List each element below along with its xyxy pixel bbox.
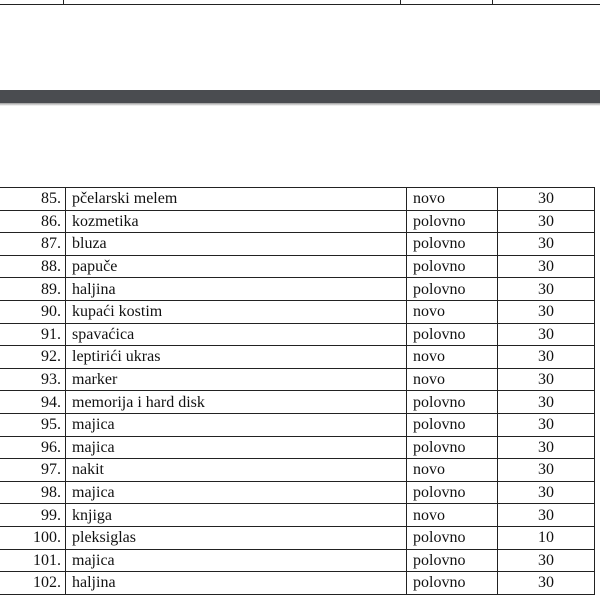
item-name: kozmetika: [66, 210, 407, 233]
row-number: 100.: [0, 526, 66, 549]
item-quantity: 30: [498, 572, 595, 595]
row-number: 88.: [0, 255, 66, 278]
item-name: memorija i hard disk: [66, 391, 407, 414]
item-name: marker: [66, 368, 407, 391]
items-table: [0, 187, 595, 595]
item-quantity: 30: [498, 459, 595, 482]
row-number: 86.: [0, 210, 66, 233]
row-number: 101.: [0, 549, 66, 572]
item-condition: polovno: [407, 526, 498, 549]
item-quantity: 30: [498, 346, 595, 369]
table-row: [0, 233, 595, 256]
row-number: 97.: [0, 459, 66, 482]
item-quantity: 30: [498, 391, 595, 414]
item-quantity: 30: [498, 549, 595, 572]
item-name: nakit: [66, 459, 407, 482]
table-row: [0, 459, 595, 482]
item-condition: polovno: [407, 413, 498, 436]
item-quantity: 30: [498, 210, 595, 233]
row-number: 89.: [0, 278, 66, 301]
table-row: [0, 323, 595, 346]
table-row: [0, 210, 595, 233]
row-number: 92.: [0, 346, 66, 369]
item-condition: polovno: [407, 436, 498, 459]
item-condition: polovno: [407, 572, 498, 595]
row-number: 85.: [0, 188, 66, 211]
item-condition: polovno: [407, 323, 498, 346]
item-condition: novo: [407, 346, 498, 369]
table-row: [0, 549, 595, 572]
item-quantity: 30: [498, 368, 595, 391]
row-number: 99.: [0, 504, 66, 527]
item-name: knjiga: [66, 504, 407, 527]
item-quantity: 30: [498, 436, 595, 459]
table-row: [0, 188, 595, 211]
table-row: [0, 368, 595, 391]
item-quantity: 30: [498, 481, 595, 504]
item-condition: polovno: [407, 255, 498, 278]
item-condition: polovno: [407, 549, 498, 572]
item-quantity: 30: [498, 188, 595, 211]
table-row: [0, 481, 595, 504]
item-name: majica: [66, 413, 407, 436]
row-number: 98.: [0, 481, 66, 504]
item-condition: polovno: [407, 391, 498, 414]
item-condition: novo: [407, 368, 498, 391]
item-name: haljina: [66, 572, 407, 595]
item-condition: novo: [407, 504, 498, 527]
item-name: pčelarski melem: [66, 188, 407, 211]
item-quantity: 30: [498, 323, 595, 346]
item-condition: novo: [407, 459, 498, 482]
item-name: pleksiglas: [66, 526, 407, 549]
item-quantity: 10: [498, 526, 595, 549]
row-number: 102.: [0, 572, 66, 595]
item-name: haljina: [66, 278, 407, 301]
table-row: [0, 300, 595, 323]
row-number: 96.: [0, 436, 66, 459]
previous-page-table-fragment: [0, 0, 600, 6]
item-name: papuče: [66, 255, 407, 278]
item-quantity: 30: [498, 300, 595, 323]
item-name: kupaći kostim: [66, 300, 407, 323]
item-quantity: 30: [498, 504, 595, 527]
row-number: 94.: [0, 391, 66, 414]
fragment-cell: [0, 0, 64, 5]
table-row: [0, 526, 595, 549]
table-row: [0, 278, 595, 301]
item-condition: novo: [407, 300, 498, 323]
item-name: majica: [66, 436, 407, 459]
item-condition: polovno: [407, 278, 498, 301]
table-row: [0, 572, 595, 595]
item-name: spavaćica: [66, 323, 407, 346]
table-row: [0, 391, 595, 414]
table-row: [0, 346, 595, 369]
fragment-cell: [64, 0, 401, 5]
item-quantity: 30: [498, 413, 595, 436]
row-number: 95.: [0, 413, 66, 436]
table-row: [0, 255, 595, 278]
item-quantity: 30: [498, 255, 595, 278]
row-number: 87.: [0, 233, 66, 256]
table-row: [0, 436, 595, 459]
row-number: 91.: [0, 323, 66, 346]
table-row: [0, 504, 595, 527]
items-table-body: [0, 188, 595, 595]
item-name: majica: [66, 549, 407, 572]
item-quantity: 30: [498, 278, 595, 301]
item-name: bluza: [66, 233, 407, 256]
item-condition: novo: [407, 188, 498, 211]
fragment-cell: [493, 0, 600, 5]
item-name: majica: [66, 481, 407, 504]
row-number: 93.: [0, 368, 66, 391]
item-condition: polovno: [407, 233, 498, 256]
item-quantity: 30: [498, 233, 595, 256]
item-condition: polovno: [407, 210, 498, 233]
fragment-cell: [401, 0, 493, 5]
item-condition: polovno: [407, 481, 498, 504]
page-divider: [0, 90, 600, 103]
item-name: leptirići ukras: [66, 346, 407, 369]
table-row: [0, 413, 595, 436]
row-number: 90.: [0, 300, 66, 323]
